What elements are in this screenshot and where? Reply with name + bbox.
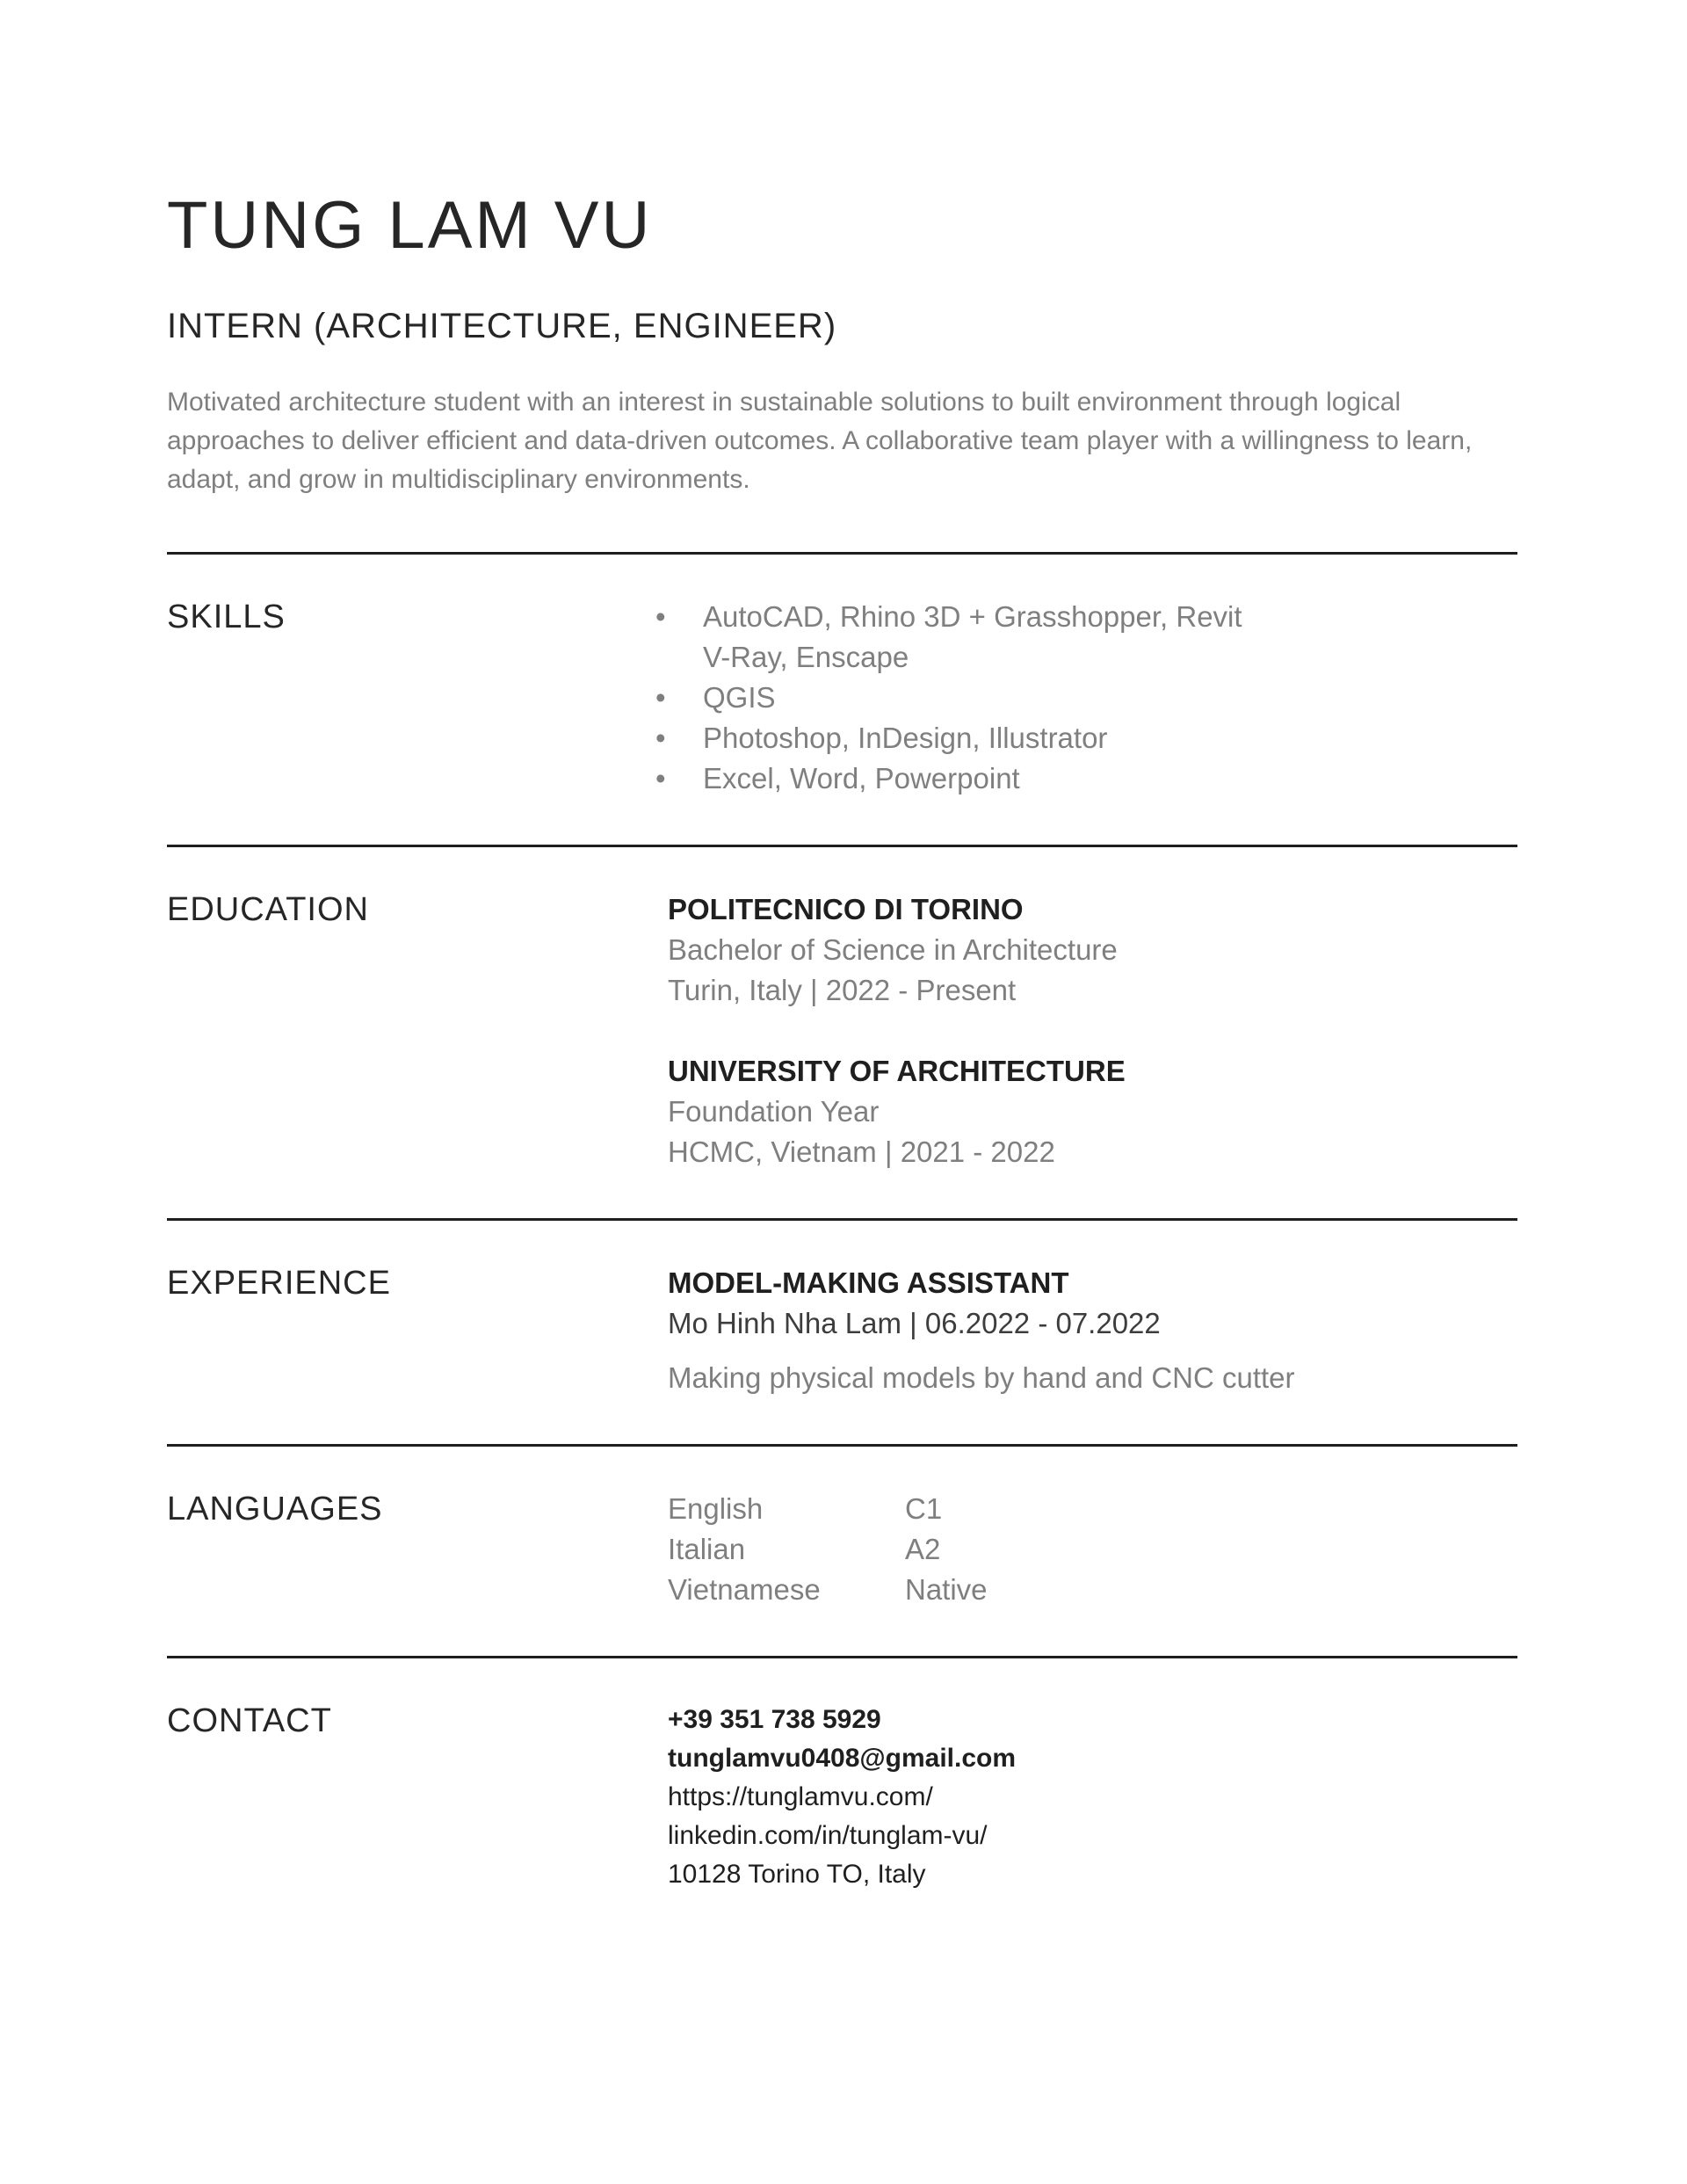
skill-item-text: V-Ray, Enscape — [703, 640, 909, 673]
job-title: INTERN (ARCHITECTURE, ENGINEER) — [167, 306, 837, 345]
education-entry — [668, 1051, 1517, 1172]
language-name: Vietnamese — [668, 1572, 821, 1606]
contact-phone: +39 351 738 5929 — [668, 1704, 881, 1734]
bullet-icon: • — [655, 599, 666, 633]
degree-name: Bachelor of Science in Architecture — [668, 932, 1118, 966]
role-title: MODEL-MAKING ASSISTANT — [668, 1266, 1069, 1299]
contact-list — [668, 1701, 1517, 1894]
bullet-spacer — [655, 637, 703, 678]
list-item — [668, 637, 1517, 678]
summary-paragraph: Motivated architecture student with an interest in sustainable solutions to built environment through logical approaches to deliver efficient and data-driven outcomes. A collaborative team player with a willingness to learn, adapt, and grow in multidisciplinary environments. — [167, 387, 1473, 494]
contact-linkedin: linkedin.com/in/tunglam-vu/ — [668, 1820, 988, 1850]
section-label-education: EDUCATION — [167, 890, 369, 928]
list-item — [655, 718, 1517, 758]
skill-item-text: QGIS — [703, 680, 776, 714]
language-level: C1 — [905, 1491, 943, 1525]
list-item — [655, 597, 1517, 637]
contact-address: 10128 Torino TO, Italy — [668, 1859, 926, 1889]
bullet-icon: • — [655, 680, 666, 714]
skill-item-text: AutoCAD, Rhino 3D + Grasshopper, Revit — [703, 599, 1242, 633]
list-item — [655, 758, 1517, 799]
school-name: UNIVERSITY OF ARCHITECTURE — [668, 1054, 1126, 1087]
section-skills — [167, 555, 1517, 845]
experience-entry — [668, 1263, 1517, 1398]
name-title: TUNG LAM VU — [167, 188, 653, 263]
contact-email: tunglamvu0408@gmail.com — [668, 1743, 1017, 1773]
education-meta: HCMC, Vietnam | 2021 - 2022 — [668, 1135, 1055, 1168]
language-row — [668, 1529, 1517, 1570]
language-row — [668, 1570, 1517, 1610]
section-label-experience: EXPERIENCE — [167, 1264, 391, 1302]
language-level: A2 — [905, 1532, 941, 1565]
language-row — [668, 1489, 1517, 1529]
school-name: POLITECNICO DI TORINO — [668, 892, 1024, 925]
section-label-contact: CONTACT — [167, 1701, 332, 1739]
bullet-icon: • — [655, 721, 666, 754]
section-education — [167, 847, 1517, 1218]
education-meta: Turin, Italy | 2022 - Present — [668, 973, 1017, 1006]
section-languages — [167, 1447, 1517, 1656]
language-name: English — [668, 1491, 764, 1525]
section-label-languages: LANGUAGES — [167, 1490, 383, 1527]
resume-header — [167, 189, 1517, 552]
skill-item-text: Photoshop, InDesign, Illustrator — [703, 721, 1108, 754]
experience-meta: Mo Hinh Nha Lam | 06.2022 - 07.2022 — [668, 1306, 1161, 1339]
section-experience — [167, 1221, 1517, 1444]
language-level: Native — [905, 1572, 988, 1606]
degree-name: Foundation Year — [668, 1094, 880, 1128]
education-entry — [668, 889, 1517, 1011]
contact-website: https://tunglamvu.com/ — [668, 1781, 933, 1811]
bullet-icon: • — [655, 761, 666, 795]
list-item — [655, 678, 1517, 718]
languages-list — [668, 1489, 1517, 1610]
skill-item-text: Excel, Word, Powerpoint — [703, 761, 1020, 795]
skills-list — [655, 597, 1517, 799]
experience-description: Making physical models by hand and CNC cutter — [668, 1360, 1295, 1394]
section-contact — [167, 1658, 1517, 1940]
section-label-skills: SKILLS — [167, 598, 286, 635]
language-name: Italian — [668, 1532, 746, 1565]
education-list — [668, 889, 1517, 1172]
experience-list — [668, 1263, 1517, 1398]
